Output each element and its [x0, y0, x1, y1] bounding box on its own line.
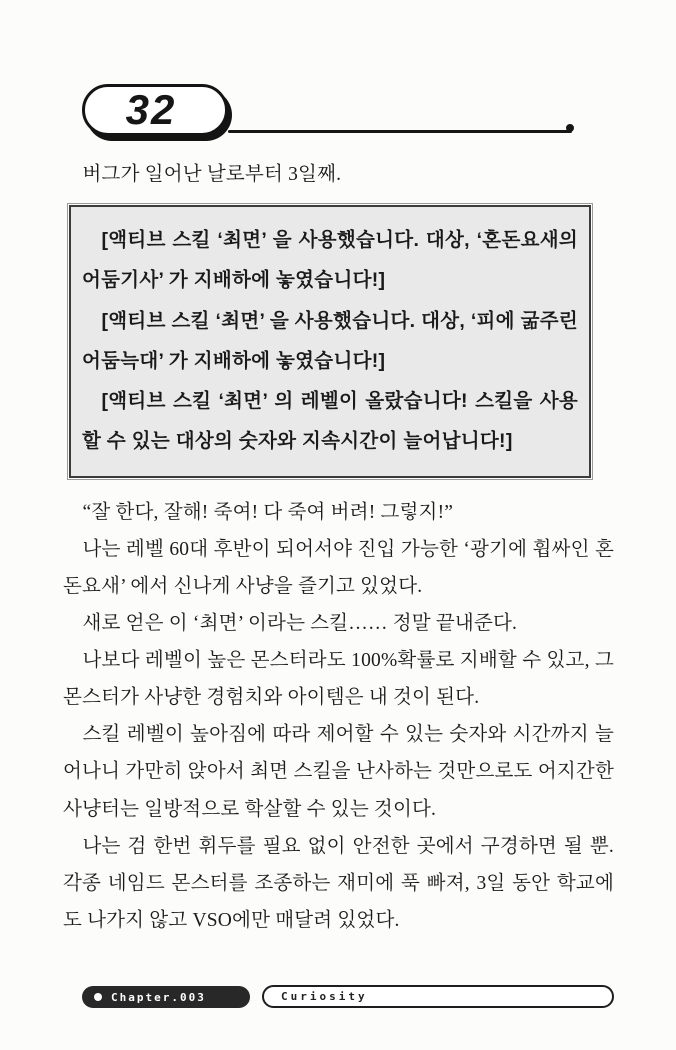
body-paragraph: 나는 레벨 60대 후반이 되어서야 진입 가능한 ‘광기에 휩싸인 혼돈요새’ 에서 신나게 사냥을 즐기고 있었다.: [63, 539, 614, 598]
page-footer: [82, 985, 614, 1008]
body-paragraph: 나는 검 한번 휘두를 필요 없이 안전한 곳에서 구경하면 될 뿐. 각종 네임드 몬스터를 조종하는 재미에 푹 빠져, 3일 동안 학교에도 나가지 않고 VSO에만 매달려 있었다.: [63, 835, 614, 931]
footer-section-title: Curiosity: [281, 990, 368, 1003]
system-message: [액티브 스킬 ‘최면’ 의 레벨이 올랐습니다! 스킬을 사용할 수 있는 대상의 숫자와 지속시간이 늘어납니다!]: [82, 389, 578, 452]
header-rule-end-ring-icon: [566, 124, 574, 132]
header-rule-line: [228, 130, 572, 133]
footer-chapter-pill: [82, 986, 250, 1008]
intro-paragraph: 버그가 일어난 날로부터 3일째.: [82, 164, 342, 185]
chapter-number-badge: [82, 84, 228, 136]
body-paragraph: 스킬 레벨이 높아짐에 따라 제어할 수 있는 숫자와 시간까지 늘어나니 가만히 앉아서 최면 스킬을 난사하는 것만으로도 어지간한 사냥터는 일방적으로 학살할 수 있는 것이다.: [63, 724, 614, 820]
system-message: [액티브 스킬 ‘최면’ 을 사용했습니다. 대상, ‘피에 굶주린 어둠늑대’ 가 지배하에 놓였습니다!]: [82, 309, 578, 372]
body-paragraphs: [63, 494, 614, 939]
system-message: [액티브 스킬 ‘최면’ 을 사용했습니다. 대상, ‘혼돈요새의 어둠기사’ 가 지배하에 놓였습니다!]: [82, 229, 578, 292]
footer-chapter-label: Chapter.003: [111, 990, 206, 1004]
chapter-number: 32: [125, 86, 177, 133]
body-paragraph: 새로 얻은 이 ‘최면’ 이라는 스킬…… 정말 끝내준다.: [82, 613, 518, 635]
body-paragraph: “잘 한다, 잘해! 죽여! 다 죽여 버려! 그렇지!”: [82, 502, 454, 524]
game-system-message-box: [69, 205, 591, 478]
page-content: [63, 160, 614, 939]
chapter-dot-icon: [94, 993, 102, 1001]
footer-section-title-pill: [262, 985, 614, 1008]
body-paragraph: 나보다 레벨이 높은 몬스터라도 100%확률로 지배할 수 있고, 그 몬스터가 사냥한 경험치와 아이템은 내 것이 된다.: [63, 650, 614, 709]
